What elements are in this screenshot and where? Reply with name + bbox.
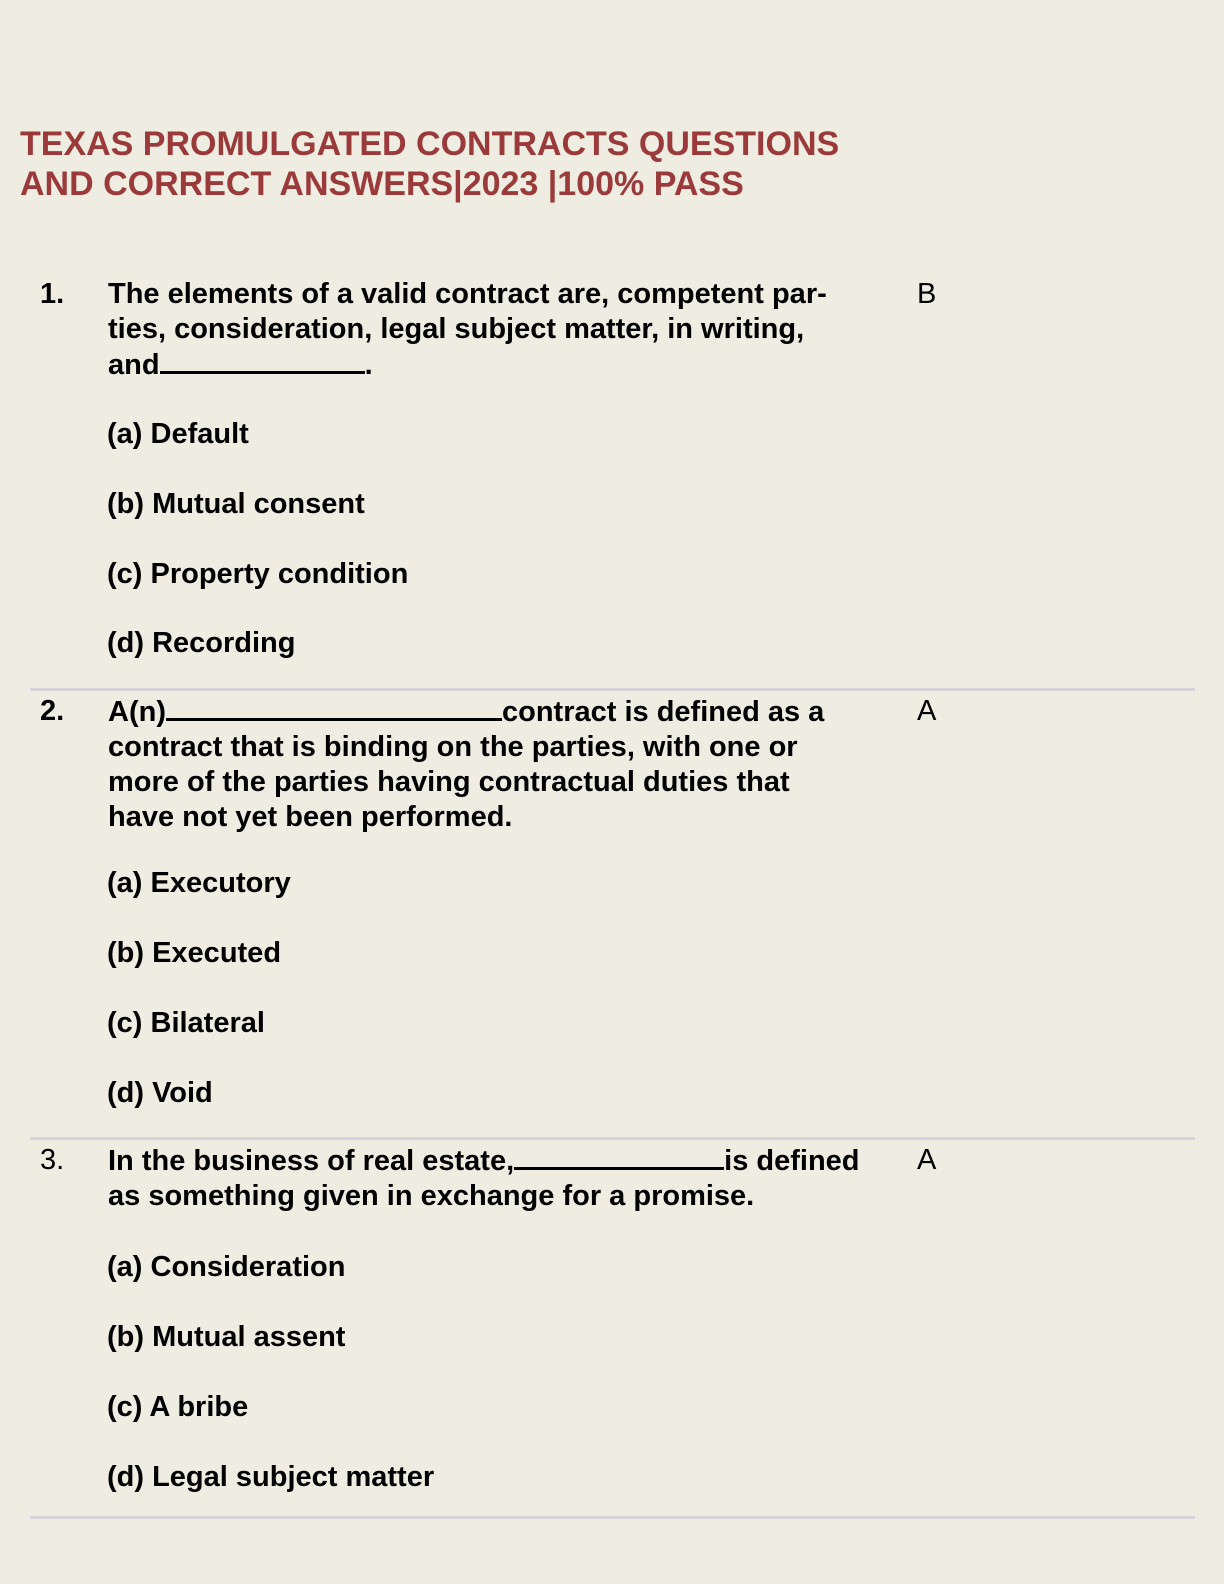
answer-blank — [514, 1143, 724, 1170]
question-text-line: contract that is binding on the parties, with one or — [108, 731, 798, 763]
answer-key: B — [917, 278, 937, 310]
answer-key: A — [917, 695, 937, 727]
option-a: (a) Executory — [107, 867, 291, 899]
question-text — [108, 694, 908, 835]
option-d: (d) Recording — [107, 627, 296, 659]
question-text-post: is defined — [724, 1145, 860, 1177]
question-number: 3. — [40, 1144, 65, 1176]
question-text-line: as something given in exchange for a promise. — [108, 1180, 755, 1212]
title-line-1: TEXAS PROMULGATED CONTRACTS QUESTIONS — [20, 125, 840, 163]
option-b: (b) Mutual consent — [107, 488, 365, 520]
question-text-line: have not yet been performed. — [108, 801, 513, 833]
answer-key: A — [917, 1144, 937, 1176]
question-text-line: more of the parties having contractual duties that — [108, 766, 790, 798]
document-title — [20, 124, 839, 204]
option-c: (c) Bilateral — [107, 1007, 265, 1039]
question-text-tail: . — [364, 349, 373, 381]
question-text-pre: In the business of real estate, — [108, 1145, 515, 1177]
question-number: 1. — [40, 278, 65, 310]
option-a: (a) Default — [107, 418, 249, 450]
question-text-line: The elements of a valid contract are, competent par- — [108, 278, 827, 310]
divider — [30, 1137, 1195, 1140]
divider — [30, 1516, 1195, 1519]
option-c: (c) A bribe — [107, 1391, 249, 1423]
question-text — [108, 1143, 938, 1214]
question-text-line: ties, consideration, legal subject matter, in writing, — [108, 313, 805, 345]
question-text — [108, 277, 908, 383]
option-d: (d) Legal subject matter — [107, 1461, 435, 1493]
question-text-post: contract is defined as a — [501, 696, 825, 728]
title-line-2: AND CORRECT ANSWERS|2023 |100% PASS — [20, 165, 744, 203]
option-a: (a) Consideration — [107, 1251, 346, 1283]
option-d: (d) Void — [107, 1077, 213, 1109]
answer-blank — [166, 694, 502, 721]
divider — [30, 688, 1195, 691]
question-number: 2. — [40, 695, 65, 727]
option-c: (c) Property condition — [107, 558, 409, 590]
answer-blank — [160, 347, 365, 374]
option-b: (b) Executed — [107, 937, 282, 969]
question-text-line: and — [108, 349, 160, 381]
question-text-pre: A(n) — [108, 696, 166, 728]
option-b: (b) Mutual assent — [107, 1321, 346, 1353]
